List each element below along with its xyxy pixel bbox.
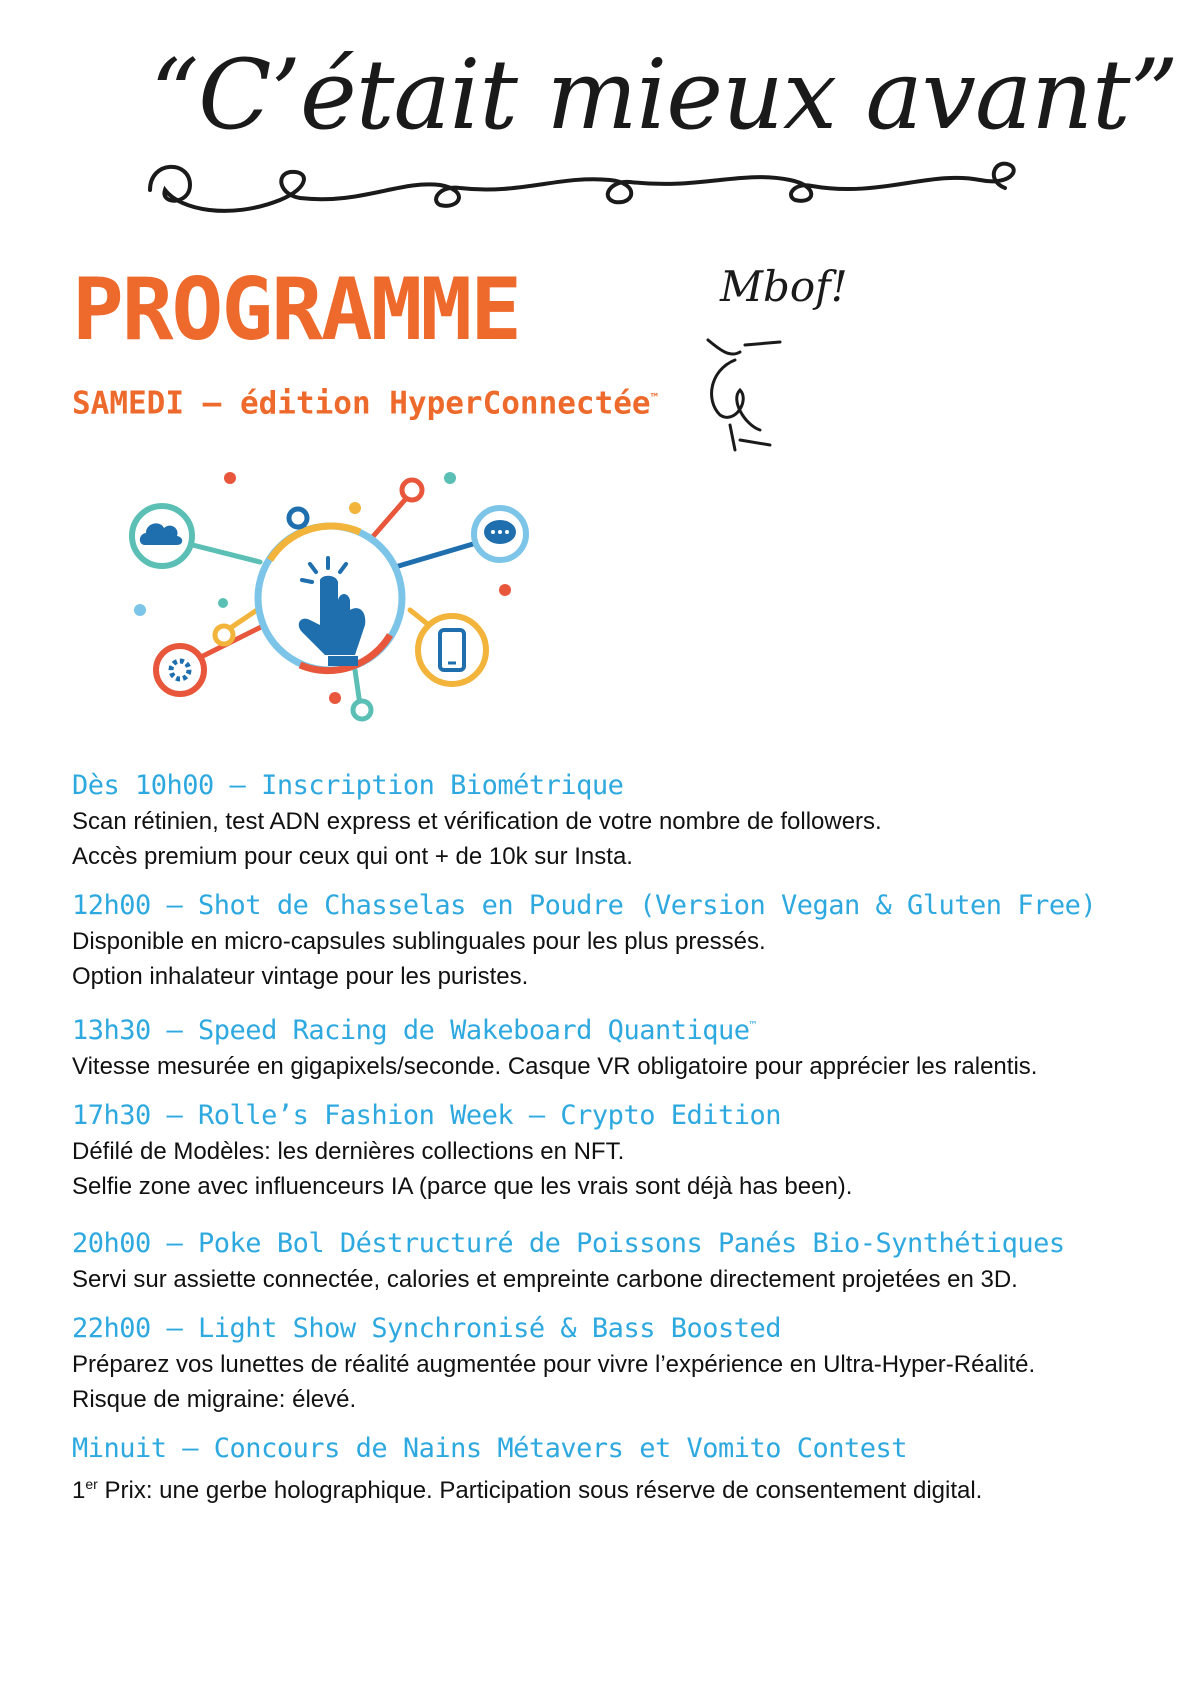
schedule-item xyxy=(72,888,1162,994)
smartphone-icon xyxy=(418,616,486,684)
schedule-item xyxy=(72,768,1162,874)
schedule-item-line: Préparez vos lunettes de réalité augmentée pour vivre l’expérience en Ultra-Hyper-Réalité. xyxy=(72,1351,1036,1378)
schedule-item-line: Servi sur assiette connectée, calories et empreinte carbone directement projetées en 3D. xyxy=(72,1266,1018,1293)
script-title: “C’était mieux avant” xyxy=(150,39,1178,151)
schedule-item-title xyxy=(72,1008,1162,1049)
schedule-item-title: 22h00 – Light Show Synchronisé & Bass Boosted xyxy=(72,1313,781,1344)
schedule-item-title: 12h00 – Shot de Chasselas en Poudre (Version Vegan & Gluten Free) xyxy=(72,890,1097,921)
schedule-item-line: Accès premium pour ceux qui ont + de 10k sur Insta. xyxy=(72,843,633,870)
schedule-item-line xyxy=(72,1467,1162,1508)
schedule-item-title: 20h00 – Poke Bol Déstructuré de Poissons Panés Bio-Synthétiques xyxy=(72,1228,1065,1259)
scribble-face-icon xyxy=(700,330,790,460)
schedule-item-line: Option inhalateur vintage pour les puristes. xyxy=(72,963,529,990)
schedule-item xyxy=(72,1311,1162,1417)
prize-text: Prix: une gerbe holographique. Participation sous réserve de consentement digital. xyxy=(97,1477,983,1504)
chat-bubble-icon xyxy=(474,508,526,560)
prize-ordinal: er xyxy=(85,1476,98,1492)
schedule-item-title: 17h30 – Rolle’s Fashion Week – Crypto Edition xyxy=(72,1100,781,1131)
gear-icon xyxy=(156,646,204,694)
trademark-mark: ™ xyxy=(650,391,658,405)
schedule-item-title: Dès 10h00 – Inscription Biométrique xyxy=(72,770,624,801)
schedule-item-title-text: 13h30 – Speed Racing de Wakeboard Quantique xyxy=(72,1015,750,1046)
prize-rank: 1 xyxy=(72,1477,86,1504)
schedule-item xyxy=(72,1226,1162,1297)
flourish-swirl-icon xyxy=(140,150,1040,230)
cloud-icon xyxy=(132,506,192,566)
programme-title: PROGRAMME xyxy=(72,260,520,360)
schedule-item-title: Minuit – Concours de Nains Métavers et Vomito Contest xyxy=(72,1433,908,1464)
schedule-item xyxy=(72,1098,1162,1204)
schedule-item-line: Selfie zone avec influenceurs IA (parce que les vrais sont déjà has been). xyxy=(72,1173,853,1200)
schedule-item-line: Disponible en micro-capsules sublinguales pour les plus pressés. xyxy=(72,928,766,955)
subtitle-text: SAMEDI – édition HyperConnectée xyxy=(72,385,651,422)
scribble-note: Mbof! xyxy=(720,262,848,311)
schedule-item-line: Défilé de Modèles: les dernières collections en NFT. xyxy=(72,1138,625,1165)
schedule-list xyxy=(72,768,1162,1522)
trademark-mark: ™ xyxy=(749,1019,756,1032)
schedule-item-line: Risque de migraine: élevé. xyxy=(72,1386,357,1413)
network-illustration xyxy=(120,460,590,750)
schedule-item xyxy=(72,1008,1162,1084)
schedule-item-line: Vitesse mesurée en gigapixels/seconde. Casque VR obligatoire pour apprécier les ralentis. xyxy=(72,1053,1038,1080)
schedule-item-line: Scan rétinien, test ADN express et vérification de votre nombre de followers. xyxy=(72,808,882,835)
edition-subtitle xyxy=(72,378,658,423)
schedule-item xyxy=(72,1431,1162,1508)
